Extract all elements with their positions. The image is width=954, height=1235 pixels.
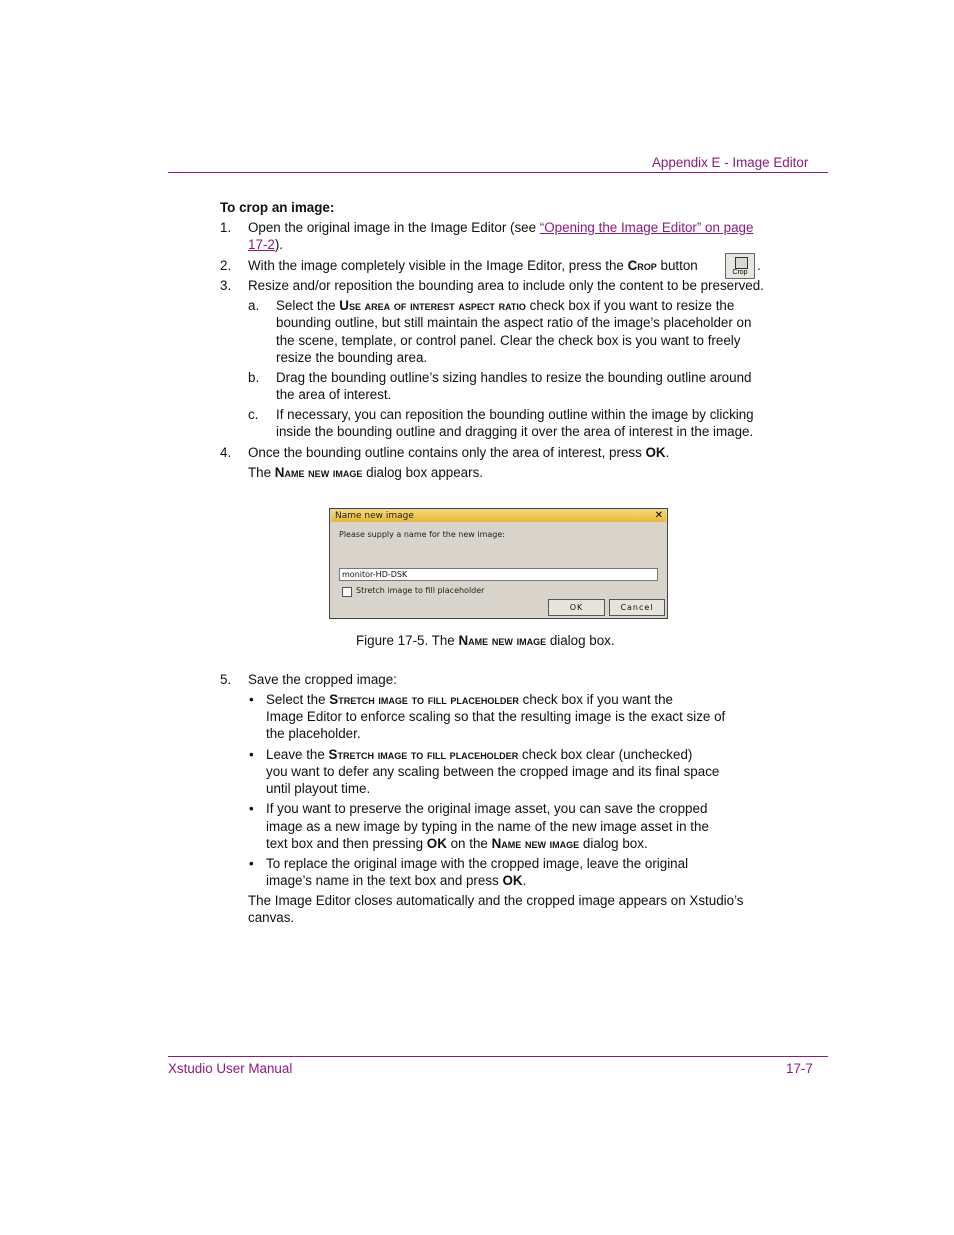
stretch-option-ref-2: Stretch image to fill placeholder [328, 747, 519, 762]
step-2-number: 2. [220, 258, 232, 273]
bullet-2-post: check box clear (unchecked) [518, 747, 693, 762]
step-3a-post: check box if you want to resize the [525, 298, 735, 313]
step-2-period: . [757, 258, 761, 273]
step-5-text: Save the cropped image: [248, 672, 397, 687]
step-3a-pre: Select the [276, 298, 340, 313]
step-4-number: 4. [220, 445, 232, 460]
bullet-4-line-2 [266, 872, 526, 889]
use-area-of-interest-option: Use area of interest aspect ratio [339, 298, 526, 313]
link-opening-image-editor[interactable]: “Opening the Image Editor” on page [539, 220, 754, 235]
cancel-button[interactable]: Cancel [609, 599, 665, 616]
step-3a-line-3: the scene, template, or control panel. Clear the check box is you want to freely [276, 333, 741, 348]
step-3a-line-4: resize the bounding area. [276, 350, 428, 365]
bullet-1-line-1 [266, 691, 673, 708]
caption-pre: Figure 17-5. The [356, 633, 459, 648]
bullet-2-line-1 [266, 746, 692, 763]
bullet-1-marker: • [249, 692, 254, 707]
bullet-3-line-3 [266, 835, 648, 852]
crop-icon-label: Crop [732, 269, 748, 276]
step-3c-line-2: inside the bounding outline and dragging it over the area of interest in the image. [276, 424, 754, 439]
bullet-1-line-3: the placeholder. [266, 726, 361, 741]
step-5-number: 5. [220, 672, 232, 687]
bullet-2-marker: • [249, 747, 254, 762]
step-3b-line-2: the area of interest. [276, 387, 392, 402]
footer-page-number: 17-7 [786, 1061, 813, 1076]
bullet-2-line-2: you want to defer any scaling between the cropped image and its final space [266, 764, 720, 779]
bullet-3-dialog-ref: Name new image [491, 836, 580, 851]
bullet-3-l3-post: dialog box. [579, 836, 648, 851]
step-1-number: 1. [220, 220, 232, 235]
image-name-input[interactable]: monitor-HD-DSK [339, 568, 658, 581]
step-1-text-cont [248, 236, 283, 253]
step-3a-letter: a. [248, 298, 260, 313]
step-4-l2-pre: The [248, 465, 275, 480]
bullet-4-l2-post: . [522, 873, 527, 888]
bullet-2-pre: Leave the [266, 747, 329, 762]
step-3a-line-1 [276, 297, 734, 314]
step-3-number: 3. [220, 278, 232, 293]
step-3c-line-1: If necessary, you can reposition the bounding outline within the image by clicking [276, 407, 754, 422]
step-2-text [248, 257, 698, 274]
step-2-text-b: button [656, 258, 698, 273]
header-rule [168, 172, 828, 173]
close-icon[interactable]: ✕ [654, 510, 663, 521]
bullet-1-post: check box if you want the [518, 692, 673, 707]
crop-button-image [725, 253, 755, 279]
step-4-pre: Once the bounding outline contains only the area of interest, press [248, 445, 646, 460]
figure-caption [356, 632, 615, 649]
caption-dialog-name: Name new image [458, 633, 547, 648]
step-3a-line-2: bounding outline, but still maintain the aspect ratio of the image’s placeholder on [276, 315, 752, 330]
ok-button[interactable]: OK [548, 599, 605, 616]
name-new-image-dialog [329, 508, 668, 619]
step-4-text [248, 444, 669, 461]
footer-rule [168, 1056, 828, 1057]
step-1-text-a: Open the original image in the Image Editor (see [248, 220, 540, 235]
bullet-4-ok: OK [502, 873, 523, 888]
footer-manual-title: Xstudio User Manual [168, 1061, 293, 1076]
crop-command: Crop [627, 258, 657, 273]
link-page-17-2[interactable]: 17-2 [248, 237, 275, 252]
bullet-1-line-2: Image Editor to enforce scaling so that the resulting image is the exact size of [266, 709, 726, 724]
bullet-3-line-2: image as a new image by typing in the name of the new image asset in the [266, 819, 709, 834]
step-1-text [248, 219, 753, 236]
bullet-3-marker: • [249, 801, 254, 816]
bullet-3-l3-pre: text box and then pressing [266, 836, 427, 851]
step-4-post: . [665, 445, 670, 460]
bullet-3-l3-mid: on the [446, 836, 492, 851]
bullet-4-l2-pre: image’s name in the text box and press [266, 873, 503, 888]
closing-line-2: canvas. [248, 910, 295, 925]
step-4-l2-post: dialog box appears. [362, 465, 484, 480]
stretch-image-label: Stretch image to fill placeholder [356, 586, 485, 595]
caption-post: dialog box. [546, 633, 615, 648]
bullet-3-line-1: If you want to preserve the original image asset, you can save the cropped [266, 801, 708, 816]
step-3b-line-1: Drag the bounding outline’s sizing handles to resize the bounding outline around [276, 370, 752, 385]
step-4-ok: OK [645, 445, 666, 460]
step-1-text-b: ). [274, 237, 283, 252]
dialog-prompt: Please supply a name for the new image: [339, 530, 505, 539]
bullet-1-pre: Select the [266, 692, 330, 707]
step-3c-letter: c. [248, 407, 259, 422]
name-new-image-ref: Name new image [274, 465, 363, 480]
step-3b-letter: b. [248, 370, 260, 385]
step-3-text: Resize and/or reposition the bounding area to include only the content to be preserved. [248, 278, 764, 293]
bullet-2-line-3: until playout time. [266, 781, 371, 796]
bullet-4-marker: • [249, 856, 254, 871]
bullet-3-ok: OK [426, 836, 447, 851]
step-2-text-a: With the image completely visible in the Image Editor, press the [248, 258, 628, 273]
dialog-title: Name new image [335, 511, 414, 521]
step-4-result [248, 464, 483, 481]
stretch-option-ref-1: Stretch image to fill placeholder [329, 692, 519, 707]
stretch-image-checkbox[interactable] [342, 587, 352, 597]
running-header: Appendix E - Image Editor [652, 155, 809, 170]
closing-line-1: The Image Editor closes automatically and the cropped image appears on Xstudio’s [248, 893, 744, 908]
section-title: To crop an image: [220, 200, 335, 215]
dialog-title-bar [331, 510, 666, 522]
bullet-4-line-1: To replace the original image with the cropped image, leave the original [266, 856, 689, 871]
